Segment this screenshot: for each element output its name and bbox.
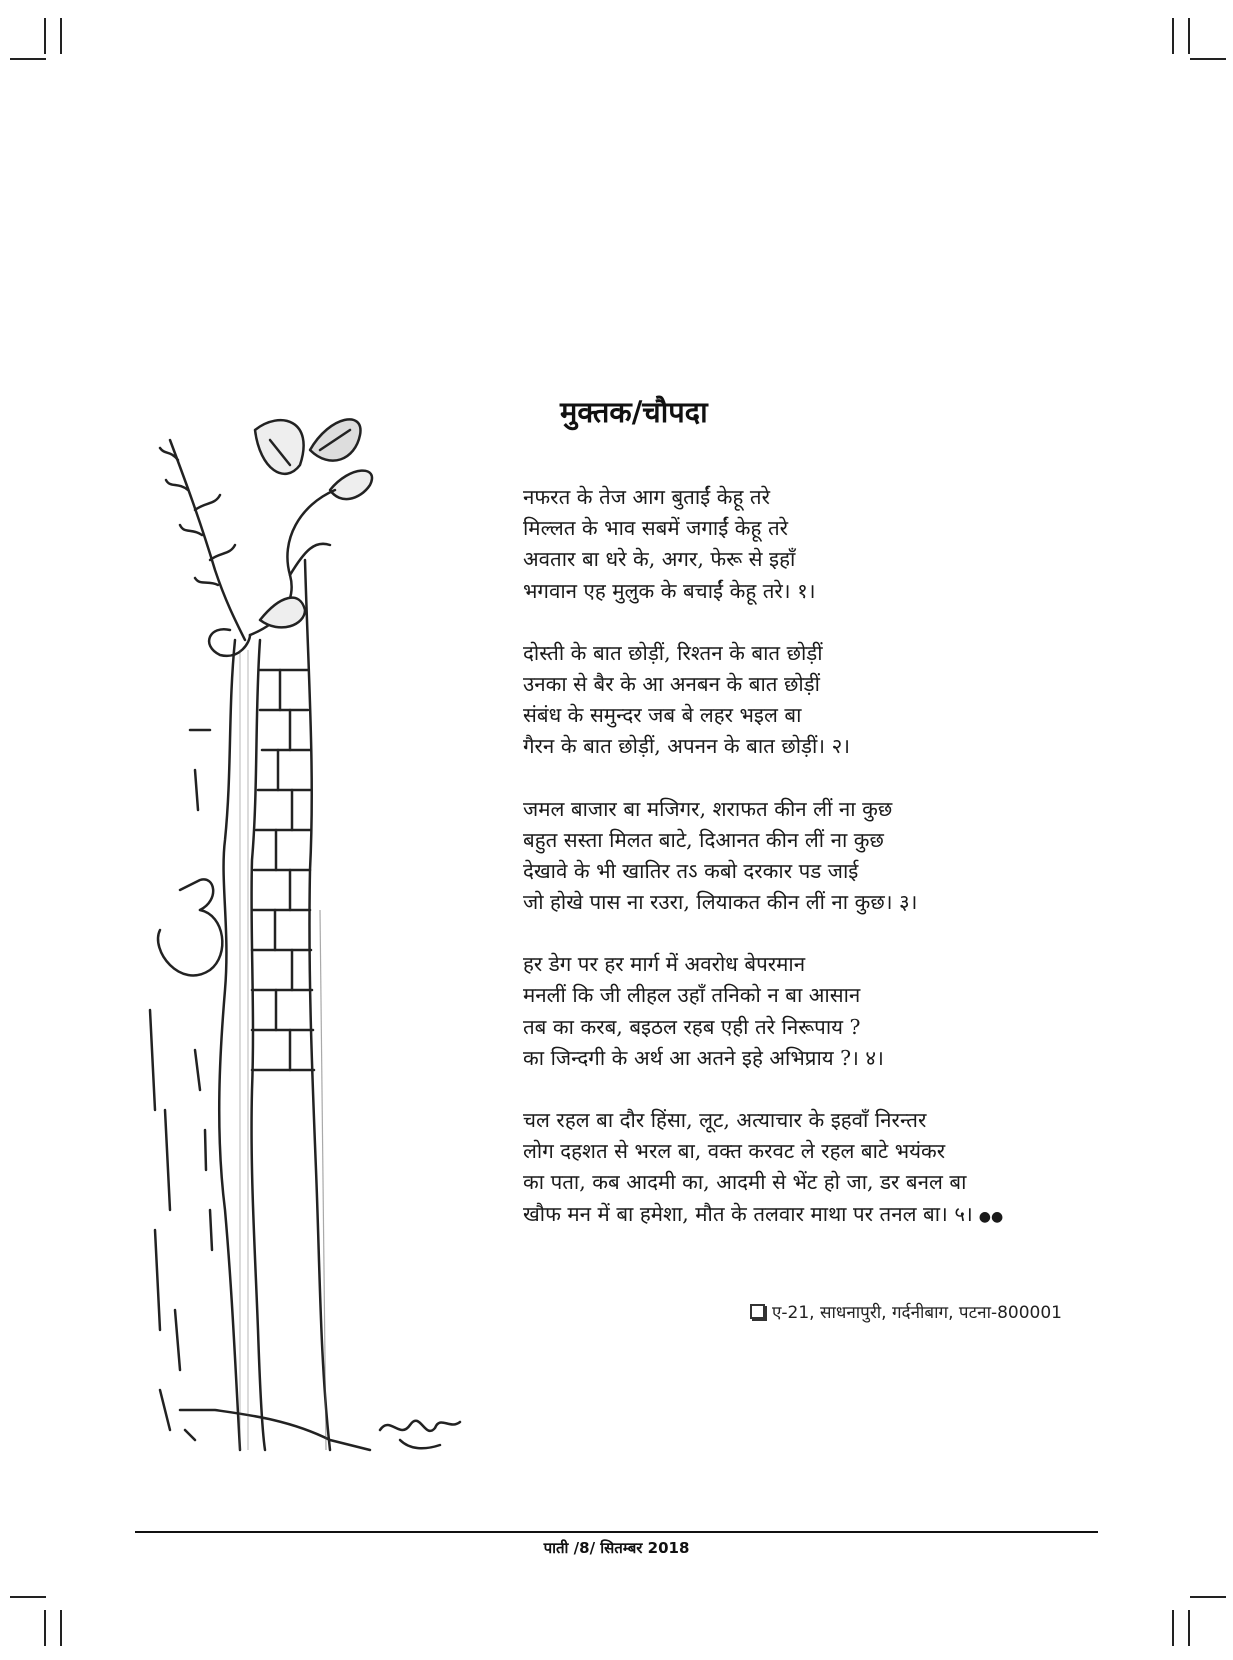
crop-mark [1172,18,1174,54]
crop-mark [1188,18,1190,54]
poem-line: देखावे के भी खातिर तऽ कबो दरकार पड जाई [523,858,859,883]
poem-line: मनलीं कि जी लीहल उहाँ तनिको न बा आसान [523,983,861,1008]
poem-line: नफरत के तेज आग बुताईं केहू तरे [523,485,770,509]
crop-mark [1188,1610,1190,1646]
poem-line: तब का करब, बइठल रहब एही तरे निरूपाय ? [523,1014,861,1039]
crop-mark [10,58,46,60]
author-address [750,1300,1100,1323]
stanza [523,1105,1133,1230]
crop-mark [1190,58,1226,60]
poem-line: अवतार बा धरे के, अगर, फेरू से इहाँ [523,547,796,572]
poem-line: लोग दहशत से भरल बा, वक्त करवट ले रहल बाटे भयंकर [523,1139,946,1164]
poem-line: दोस्ती के बात छोड़ीं, रिश्तन के बात छोड़ीं [523,640,823,665]
poem-line: गैरन के बात छोड़ीं, अपनन के बात छोड़ीं। २। [523,734,851,759]
crop-mark [10,1596,46,1598]
crop-mark [60,18,62,54]
poem-line: का पता, कब आदमी का, आदमी से भेंट हो जा, डर बनल बा [523,1170,967,1195]
poem-line: का जिन्दगी के अर्थ आ अतने इहे अभिप्राय ?। ४। [523,1045,884,1070]
footer-rule [135,1531,1098,1533]
crop-mark [1172,1610,1174,1646]
stanza [523,482,1133,607]
checkbox-bullet-icon [750,1304,765,1319]
crop-mark [1190,1596,1226,1598]
poem-line: संबंध के समुन्दर जब बे लहर भइल बा [523,703,802,728]
poem-line: मिल्लत के भाव सबमें जगाईं केहू तरे [523,516,789,541]
poem-line: बहुत सस्ता मिलत बाटे, दिआनत कीन लीं ना कुछ [523,827,884,852]
end-mark: ●● [978,1208,1004,1225]
poem-line [523,1199,1133,1230]
poem-line: उनका से बैर के आ अनबन के बात छोड़ीं [523,671,820,696]
poem-line: हर डेग पर हर मार्ग में अवरोध बेपरमान [523,952,806,977]
stanza [523,949,1133,1074]
address-text: ए-21, साधनापुरी, गर्दनीबाग, पटना-800001 [772,1303,1062,1323]
poem-line-text: खौफ मन में बा हमेशा, मौत के तलवार माथा पर तनल बा। ५। [523,1201,973,1226]
poem-line: भगवान एह मुलुक के बचाईं केहू तरे। १। [523,578,816,603]
poem-line: जो होखे पास ना रउरा, लियाकत कीन लीं ना कुछ। ३। [523,890,918,915]
crop-mark [44,18,46,54]
crop-mark [44,1610,46,1646]
poem-title: मुक्तक/चौपदा [560,395,708,429]
page-footer: पाती /8/ सितम्बर 2018 [543,1539,690,1557]
poem-body [523,482,1133,1261]
stanza [523,794,1133,919]
crop-mark [60,1610,62,1646]
poem-line: चल रहल बा दौर हिंसा, लूट, अत्याचार के इहवाँ निरन्तर [523,1108,927,1132]
stanza [523,638,1133,763]
poem-line: जमल बाजार बा मजिगर, शराफत कीन लीं ना कुछ [523,796,893,821]
tree-sketch-illustration [140,410,470,1470]
